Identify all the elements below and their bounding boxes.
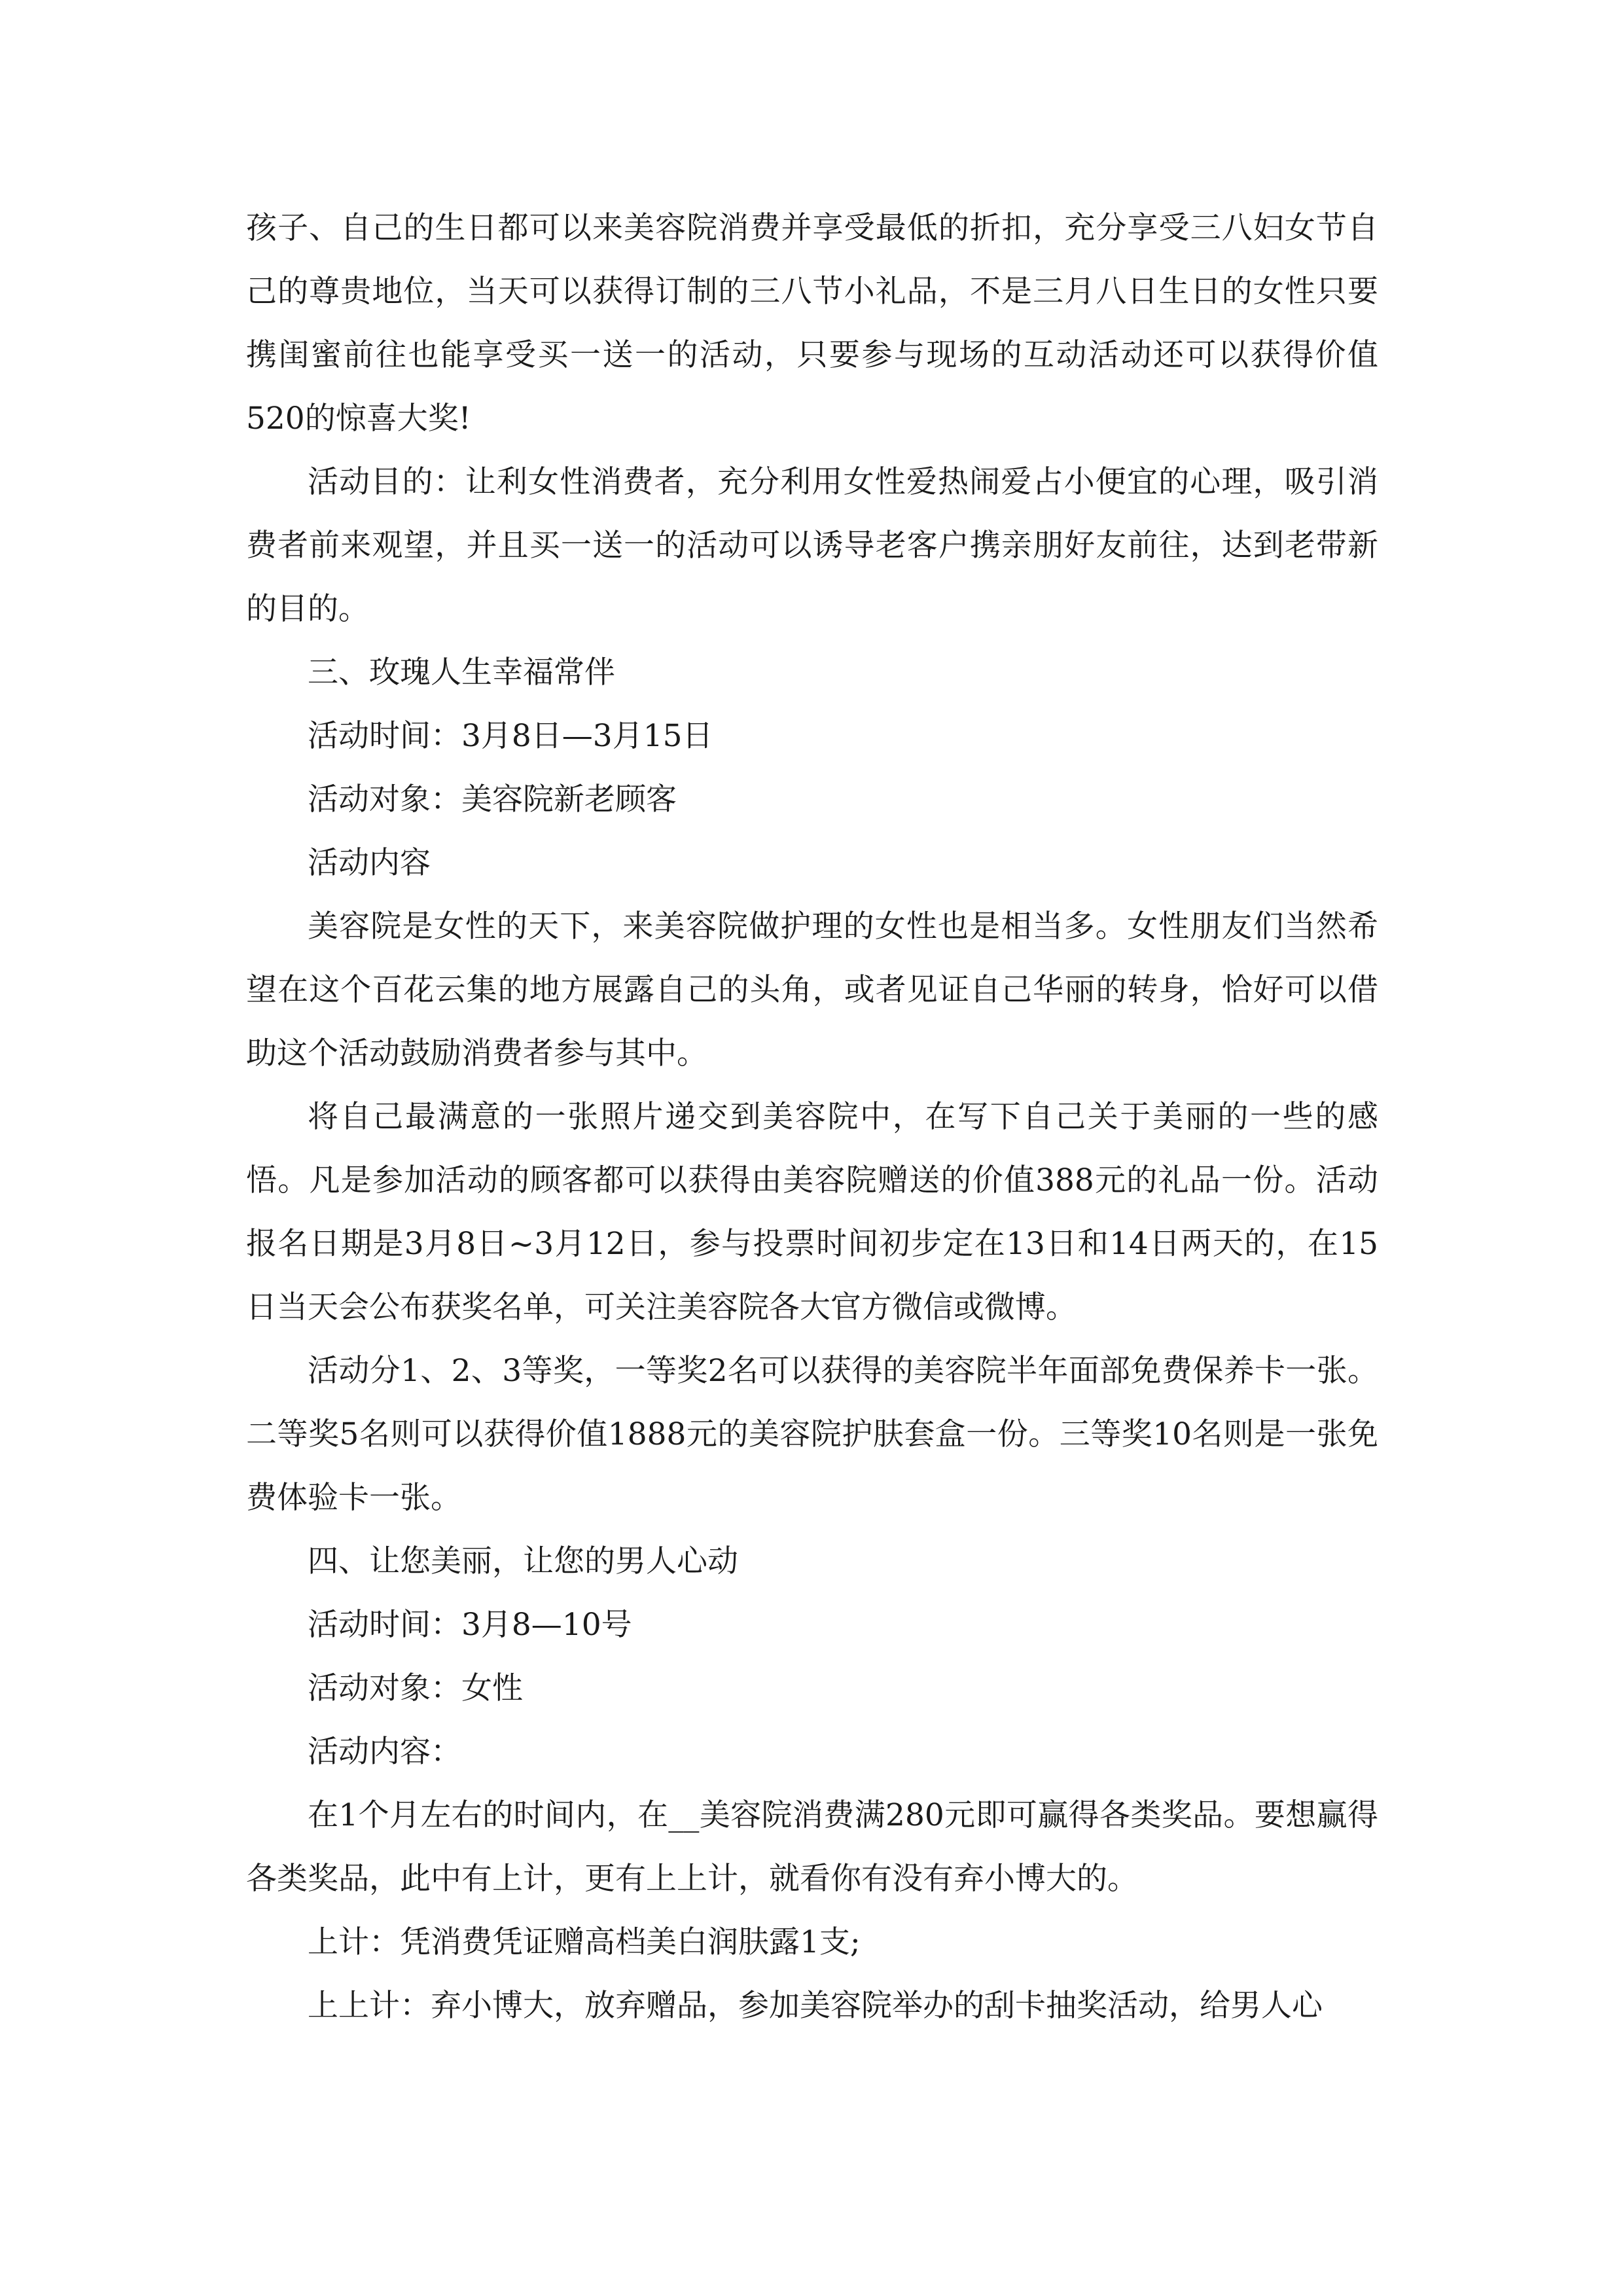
paragraph-birthday-offer: 孩子、自己的生日都可以来美容院消费并享受最低的折扣，充分享受三八妇女节自己的尊贵地位，当天可以获得订制的三八节小礼品，不是三月八日生日的女性只要携闺蜜前往也能享受买一送一的活动，只要参与现场的互动活动还可以获得价值520的惊喜大奖!	[246, 210, 1378, 437]
paragraph-plan-b: 上上计：弃小博大，放弃赠品，参加美容院举办的刮卡抽奖活动，给男人心	[308, 1988, 1323, 2024]
section-heading-3: 三、玫瑰人生幸福常伴	[308, 655, 615, 691]
paragraph-salon-intro: 美容院是女性的天下，来美容院做护理的女性也是相当多。女性朋友们当然希望在这个百花云集的地方展露自己的头角，或者见证自己华丽的转身，恰好可以借助这个活动鼓励消费者参与其中。	[246, 908, 1378, 1071]
activity-target-3: 活动对象：美容院新老顾客	[308, 781, 677, 817]
activity-time-3: 活动时间：3月8日—3月15日	[308, 718, 713, 754]
paragraph-prize-tiers: 活动分1、2、3等奖，一等奖2名可以获得的美容院半年面部免费保养卡一张。二等奖5名则可以获得价值1888元的美容院护肤套盒一份。三等奖10名则是一张免费体验卡一张。	[246, 1353, 1378, 1516]
paragraph-spend-reward: 在1个月左右的时间内，在__美容院消费满280元即可赢得各类奖品。要想赢得各类奖品，此中有上计，更有上上计，就看你有没有弃小博大的。	[246, 1797, 1378, 1897]
section-heading-4: 四、让您美丽，让您的男人心动	[308, 1543, 738, 1579]
activity-time-4: 活动时间：3月8—10号	[308, 1607, 632, 1643]
activity-content-label-4: 活动内容：	[308, 1734, 461, 1770]
paragraph-plan-a: 上计：凭消费凭证赠高档美白润肤露1支;	[308, 1924, 861, 1960]
activity-content-label-3: 活动内容	[308, 845, 431, 881]
paragraph-photo-submission: 将自己最满意的一张照片递交到美容院中，在写下自己关于美丽的一些的感悟。凡是参加活动的顾客都可以获得由美容院赠送的价值388元的礼品一份。活动报名日期是3月8日~3月12日，参与投票时间初步定在13日和14日两天的，在15日当天会公布获奖名单，可关注美容院各大官方微信或微博。	[246, 1099, 1378, 1325]
paragraph-activity-purpose: 活动目的：让利女性消费者，充分利用女性爱热闹爱占小便宜的心理，吸引消费者前来观望，并且买一送一的活动可以诱导老客户携亲朋好友前往，达到老带新的目的。	[246, 464, 1378, 627]
activity-target-4: 活动对象：女性	[308, 1670, 523, 1706]
document-body	[246, 196, 1378, 2037]
